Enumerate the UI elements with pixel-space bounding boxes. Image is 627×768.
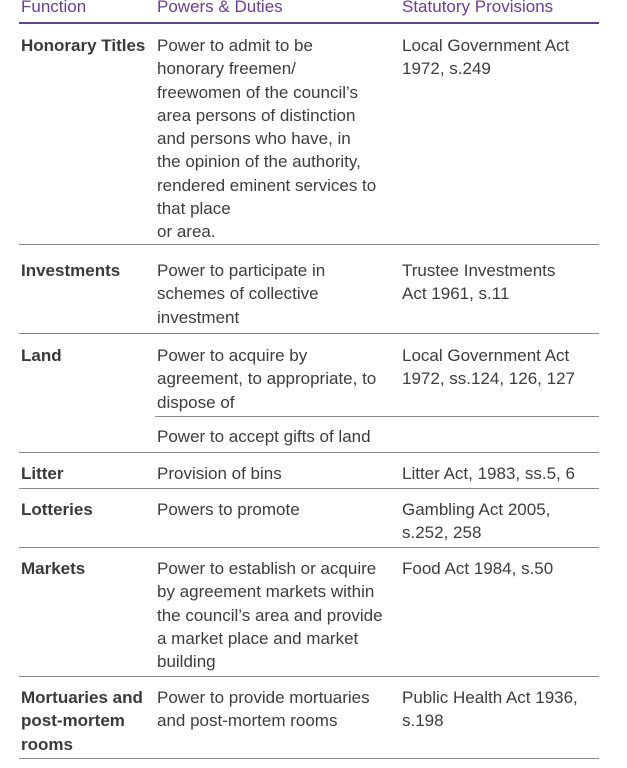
powers-cell-line: and post-mortem rooms [157, 711, 338, 731]
powers-cell-line: Provision of bins [157, 464, 282, 483]
powers-cell [157, 259, 397, 329]
table-subrow [19, 417, 599, 453]
function-cell-line: Litter [21, 464, 64, 483]
function-cell-line: Lotteries [21, 500, 93, 519]
provisions-cell-line: s.198 [402, 711, 444, 731]
function-cell-line: Honorary Titles [21, 36, 146, 55]
powers-cell-line: schemes of collective [157, 284, 319, 304]
powers-cell-line: Power to provide mortuaries [157, 688, 370, 707]
provisions-cell [402, 462, 597, 485]
provisions-cell [402, 498, 597, 545]
table-row [19, 24, 599, 245]
table-row [19, 677, 599, 759]
function-cell-line: rooms [21, 734, 73, 754]
provisions-cell-line: Public Health Act 1936, [402, 688, 578, 707]
provisions-cell [402, 344, 597, 391]
powers-cell-line: and persons who have, in [157, 129, 351, 149]
provisions-cell [402, 34, 597, 81]
function-cell-line: Investments [21, 261, 121, 280]
function-cell [21, 344, 151, 367]
table-row [19, 245, 599, 334]
function-cell-line: post-mortem [21, 711, 125, 731]
powers-cell [157, 686, 397, 733]
powers-cell [157, 34, 397, 244]
powers-cell-line: Powers to promote [157, 500, 300, 519]
powers-cell-line: the opinion of the authority, [157, 152, 361, 172]
powers-cell-line: Power to accept gifts of land [157, 427, 371, 446]
function-cell-line: Land [21, 346, 62, 365]
powers-cell-line: area persons of distinction [157, 105, 356, 125]
powers-cell-line: Power to participate in [157, 261, 326, 280]
powers-cell-line: Power to acquire by [157, 346, 308, 365]
powers-cell [157, 425, 397, 448]
function-cell [21, 259, 151, 282]
header-statutory-provisions: Statutory Provisions [402, 0, 554, 16]
provisions-cell-line: Trustee Investments [402, 261, 556, 280]
function-cell [21, 34, 151, 57]
powers-cell-line: honorary freemen/ [157, 59, 296, 79]
provisions-cell-line: Litter Act, 1983, ss.5, 6 [402, 464, 575, 483]
powers-cell-line: investment [157, 307, 240, 327]
header-powers-duties: Powers & Duties [157, 0, 283, 16]
function-cell-line: Markets [21, 559, 86, 578]
provisions-cell-line: Act 1961, s.11 [402, 284, 510, 304]
provisions-cell-line: Local Government Act [402, 36, 570, 55]
powers-table [19, 0, 599, 759]
provisions-cell [402, 557, 597, 580]
function-cell-line: Mortuaries and [21, 688, 143, 707]
table-body [19, 24, 599, 759]
provisions-cell-line: s.252, 258 [402, 523, 482, 543]
powers-cell [157, 498, 397, 521]
powers-cell-line: building [157, 652, 216, 672]
powers-cell-line: by agreement markets within [157, 582, 375, 602]
powers-cell-line: Power to establish or acquire [157, 559, 377, 578]
powers-cell [157, 462, 397, 485]
provisions-cell [402, 259, 597, 306]
powers-cell-line: dispose of [157, 392, 235, 412]
table-header [19, 0, 599, 24]
powers-cell-line: freewomen of the council’s [157, 82, 358, 102]
header-function: Function [21, 0, 87, 16]
powers-cell [157, 344, 397, 414]
powers-cell-line: the council’s area and provide [157, 605, 383, 625]
provisions-cell-line: 1972, ss.124, 126, 127 [402, 369, 575, 389]
provisions-cell-line: 1972, s.249 [402, 59, 491, 79]
table-row [19, 334, 599, 416]
function-cell [21, 498, 151, 521]
provisions-cell [402, 686, 597, 733]
powers-cell-line: agreement, to appropriate, to [157, 369, 377, 389]
provisions-cell-line: Food Act 1984, s.50 [402, 559, 554, 578]
function-cell [21, 462, 151, 485]
function-cell [21, 686, 151, 756]
powers-cell-line: that place [157, 199, 231, 219]
function-cell [21, 557, 151, 580]
powers-cell-line: a market place and market [157, 628, 359, 648]
provisions-cell-line: Gambling Act 2005, [402, 500, 551, 519]
table-row [19, 548, 599, 677]
provisions-cell-line: Local Government Act [402, 346, 570, 365]
table-row [19, 453, 599, 489]
table-row [19, 489, 599, 548]
powers-cell-line: or area. [157, 222, 216, 242]
powers-cell [157, 557, 397, 673]
powers-cell-line: rendered eminent services to [157, 175, 377, 195]
powers-cell-line: Power to admit to be [157, 36, 313, 55]
